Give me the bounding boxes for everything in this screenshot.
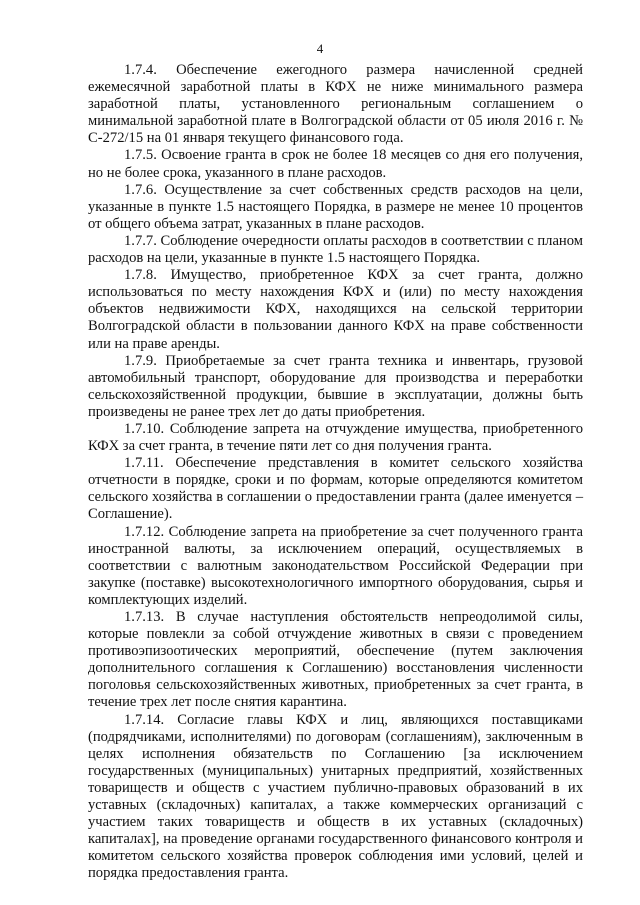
paragraph-1-7-13: 1.7.13. В случае наступления обстоятельств непреодолимой силы, которые повлекли за собой отчуждение животных в связи с проведением противоэпизоотических мероприятий, обеспечение (путем заключения дополнительного соглашения к Соглашению) восстановления численности поголовья сельскохозяйственных животных, приобретенных за счет гранта, в течение трех лет после снятия карантина. xyxy=(88,609,583,711)
page-number: 4 xyxy=(316,41,324,56)
paragraph-1-7-14: 1.7.14. Согласие главы КФХ и лиц, являющихся поставщиками (подрядчиками, исполнителями) по договорам (соглашениям), заключенным в целях исполнения обязательств по Соглашению [за исключением государственных (муниципальных) унитарных предприятий, хозяйственных товариществ и обществ с участием публично-правовых образований в их уставных (складочных) капиталах, а также коммерческих организаций с участием таких товариществ и обществ в их уставных (складочных) капиталах], на проведение органами государственного финансового контроля и комитетом сельского хозяйства проверок соблюдения ими условий, целей и порядка предоставления гранта. xyxy=(88,711,583,882)
paragraph-1-7-10: 1.7.10. Соблюдение запрета на отчуждение имущества, приобретенного КФХ за счет гранта, в течение пяти лет со дня получения гранта. xyxy=(88,420,583,455)
paragraph-1-7-8: 1.7.8. Имущество, приобретенное КФХ за счет гранта, должно использоваться по месту нахождения КФХ и (или) по месту нахождения объектов недвижимости КФХ, находящихся на сельской территории Волгоградской области в пользовании данного КФХ на праве собственности или на праве аренды. xyxy=(88,267,583,352)
paragraph-1-7-11: 1.7.11. Обеспечение представления в комитет сельского хозяйства отчетности в порядке, сроки и по формам, которые определяются комитетом сельского хозяйства в соглашении о предоставлении гранта (далее именуется – Соглашение). xyxy=(88,455,583,523)
paragraph-1-7-9: 1.7.9. Приобретаемые за счет гранта техника и инвентарь, грузовой автомобильный транспорт, оборудование для производства и переработки сельскохозяйственной продукции, бывшие в эксплуатации, должны быть произведены не ранее трех лет до даты приобретения. xyxy=(88,352,583,420)
paragraph-1-7-4: 1.7.4. Обеспечение ежегодного размера начисленной средней ежемесячной заработной платы в КФХ не ниже минимального размера заработной платы, установленного региональным соглашением о минимальной заработной плате в Волгоградской области от 05 июля 2016 г. № С-272/15 на 01 января текущего финансового года. xyxy=(88,62,583,147)
paragraph-1-7-5: 1.7.5. Освоение гранта в срок не более 18 месяцев со дня его получения, но не более срока, указанного в плане расходов. xyxy=(88,147,583,181)
document-body xyxy=(88,62,583,883)
paragraph-1-7-6: 1.7.6. Осуществление за счет собственных средств расходов на цели, указанные в пункте 1.5 настоящего Порядка, в размере не менее 10 процентов от общего объема затрат, указанных в плане расходов. xyxy=(88,181,583,232)
paragraph-1-7-12: 1.7.12. Соблюдение запрета на приобретение за счет полученного гранта иностранной валюты, за исключением операций, осуществляемых в соответствии с валютным законодательством Российской Федерации при закупке (поставке) высокотехнологичного импортного оборудования, сырья и комплектующих изделий. xyxy=(88,523,583,608)
paragraph-1-7-7: 1.7.7. Соблюдение очередности оплаты расходов в соответствии с планом расходов на цели, указанные в пункте 1.5 настоящего Порядка. xyxy=(88,232,583,267)
